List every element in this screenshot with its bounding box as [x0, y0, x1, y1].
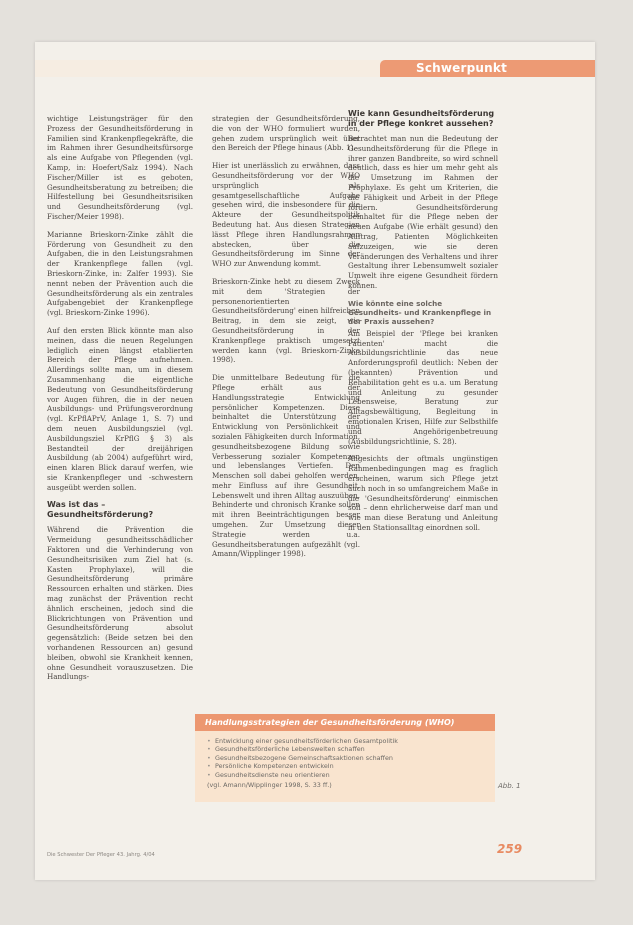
col2-paragraph: Hier ist unerlässlich zu erwähnen, dass Gesundheitsförderung vor der WHO ursprünglich als gesamtgesellschaftliche Aufgabe gesehen wird, die insbesondere für die Akteure der Gesundheitspolitik Bedeutung hat. Aus diesen Strategien lässt Pflege ihren Handlungsrahmen abstecken, über die Gesundheitsförderung im Sinne der WHO zur Anwendung kommt. [212, 161, 360, 269]
section-title: Schwerpunkt [416, 61, 508, 75]
box-list-item: • Gesundheitsbezogene Gemeinschaftsaktionen schaffen [215, 754, 495, 762]
col3-heading: Wie kann Gesundheitsförderung in der Pflege konkret aussehen? [348, 109, 495, 128]
figure-label: Abb. 1 [498, 782, 521, 790]
header-bar [35, 60, 595, 77]
col1-paragraph: Während die Prävention die Vermeidung gesundheitsschädlicher Faktoren und die Verhinderung von Gesundheitsrisiken zum Ziel hat (s. Kasten Prophylaxe), will die Gesundheitsförderung primäre Ressourcen erhalten und stärken. Dies mag zunächst der Prävention recht ähnlich erscheinen, jedoch sind die Blickrichtungen von Prävention und Gesundheitsförderung absolut gegensätzlich: (Beide setzen bei den vorhandenen Ressourcen an) gesund bleiben, obwohl sie Krankheit kennen, ohne Gesundheit vorauszusetzen. Die Handlungs- [47, 525, 193, 682]
box-list-item: • Entwicklung einer gesundheitsförderlichen Gesamtpolitik [215, 737, 495, 745]
col1-paragraph: Marianne Brieskorn-Zinke zählt die Förderung von Gesundheit zu den Aufgaben, die in den Leistungsrahmen der Krankenpflege fallen (vgl. Brieskorn-Zinke, in: Zalfer 1993). Sie nennt neben der Prävention auch die Gesundheitsförderung als ein zentrales Aufgabengebiet der Krankenpflege (vgl. Brieskorn-Zinke 1996). [47, 229, 193, 318]
col2-paragraph: strategien der Gesundheitsförderung, die von der WHO formuliert wurden, gehen zudem ursprünglich weit über den Bereich der Pflege hinaus (Abb. 1). [212, 114, 360, 153]
col1-paragraph: wichtige Leistungsträger für den Prozess der Gesundheitsförderung in Familien sind Krankenpflegekräfte, die im Rahmen ihrer Gesundheitsfürsorge als eine Aufgabe von Pflegenden (vgl. Kamp, in: Hoefert/Salz 1994). Nach Fischer/Miller ist es geboten, Gesundheitsberatung zu betreiben; die Hilfestellung bei Gesundheitsrisiken und Gesundheitsförderung (vgl. Fischer/Meier 1998). [47, 114, 193, 221]
col3-paragraph: Am Beispiel der 'Pflege bei kranken Patienten' macht die Ausbildungsrichtlinie das neue Anforderungsprofil deutlich: Neben der (bekannten) Prävention und Rehabilitation geht es u.a. um Beratung und Anleitung zu gesunder Lebensweise, Beratung zur Alltagsbewältigung, Begleitung in emotionalen Krisen, Hilfe zur Selbsthilfe und Angehörigenbetreuung (Ausbildungsrichtlinie, S. 28). [348, 328, 498, 446]
col1-paragraph: Auf den ersten Blick könnte man also meinen, dass die neuen Regelungen lediglich einen längst etablierten Bereich der Pflege aufnehmen. Allerdings sollte man, um in diesem Zusammenhang die eigentliche Bedeutung von Gesundheitsförderung vor Augen führen, die in der neuen Ausbildungs- und Prüfungsverordnung (vgl. KrPflAPrV, Anlage 1, S. 7) und dem neuen Ausbildungsziel (vgl. Ausbildungsziel KrPflG § 3) als Bestandteil der dreijährigen Ausbildung (ab 2004) aufgeführt wird, einen klaren Blick darauf werfen, wie sie Krankenpfleger und -schwestern ausgeübt werden sollen. [47, 325, 193, 492]
box-title: Handlungsstrategien der Gesundheitsförderung (WHO) [195, 714, 495, 731]
box-source: (vgl. Amann/Wipplinger 1998, S. 33 ff.) [207, 781, 332, 790]
col3-subheading: Wie könnte eine solche Gesundheits- und Krankenpflege in der Praxis aussehen? [348, 298, 492, 326]
col1-heading: Was ist das – Gesundheitsförderung? [47, 500, 154, 520]
box-list-item: • Gesundheitsförderliche Lebenswelten schaffen [215, 745, 495, 753]
column-3 [348, 107, 498, 541]
col3-paragraph: Angesichts der oftmals ungünstigen Rahmenbedingungen mag es fraglich erscheinen, warum sich Pflege jetzt auch noch in so umfangreichem Maße in die 'Gesundheitsförderung' einmischen soll – denn ehrlicherweise darf man und wie man diese Beratung und Anleitung in den Stationsalltag einordnen soll. [348, 454, 498, 532]
box-list-item: • Gesundheitsdienste neu orientieren [215, 771, 495, 779]
col3-paragraph: Betrachtet man nun die Bedeutung der Gesundheitsförderung für die Pflege in ihrer ganzen Bandbreite, so wird schnell deutlich, dass es hier um mehr geht als die Umsetzung im Rahmen der Prophylaxe. Es geht um Kriterien, die die Fähigkeit und Arbeit in der Pflege fördern. Gesundheitsförderung beinhaltet für die Pflege neben der neuen Aufgabe (Wie erhält gesund) den Auftrag, Patienten Möglichkeiten aufzuzeigen, wie sie deren Veränderungen des Verhaltens und ihrer Gestaltung ihrer Lebensumwelt sozialer Umwelt ihre eigene Gesundheit fördern können. [348, 134, 498, 290]
col2-paragraph: Brieskorn-Zinke hebt zu diesem Zweck mit dem 'Strategien der personenorientierten Gesundheitsförderung' einen hilfreichen Beitrag, in dem sie zeigt, wie Gesundheitsförderung in der Krankenpflege praktisch umgesetzt werden kann (vgl. Brieskorn-Zinke 1998). [212, 276, 360, 365]
section-tab [380, 60, 595, 77]
column-1 [47, 114, 193, 690]
footer-journal: Die Schwester Der Pfleger 43. Jahrg. 4/04 [47, 852, 155, 858]
col2-paragraph: Die unmittelbare Bedeutung für die Pflege erhält aus der Handlungsstrategie Entwicklung persönlicher Kompetenzen. Diese beinhaltet die Unterstützung der Entwicklung von Persönlichkeit und sozialen Fähigkeiten durch Information, gesundheitsbezogene Bildung sowie Verbesserung sozialer Kompetenzen und lebenslanges Vertiefen. Den Menschen soll dabei geholfen werden, mehr Einfluss auf ihre Gesundheit, Lebenswelt und ihren Alltag auszuüben. Behinderte und chronisch Kranke sollen mit ihren Beeinträchtigungen besser umgehen. Zur Umsetzung dieser Strategie werden u.a. Gesundheitsberatungen aufgezählt (vgl. Amann/Wipplinger 1998). [212, 373, 360, 559]
page [35, 42, 595, 880]
box-list-item: • Persönliche Kompetenzen entwickeln [215, 762, 495, 770]
who-strategies-box [195, 714, 495, 802]
box-list [195, 737, 495, 779]
page-number: 259 [497, 842, 523, 856]
column-2 [212, 114, 360, 567]
